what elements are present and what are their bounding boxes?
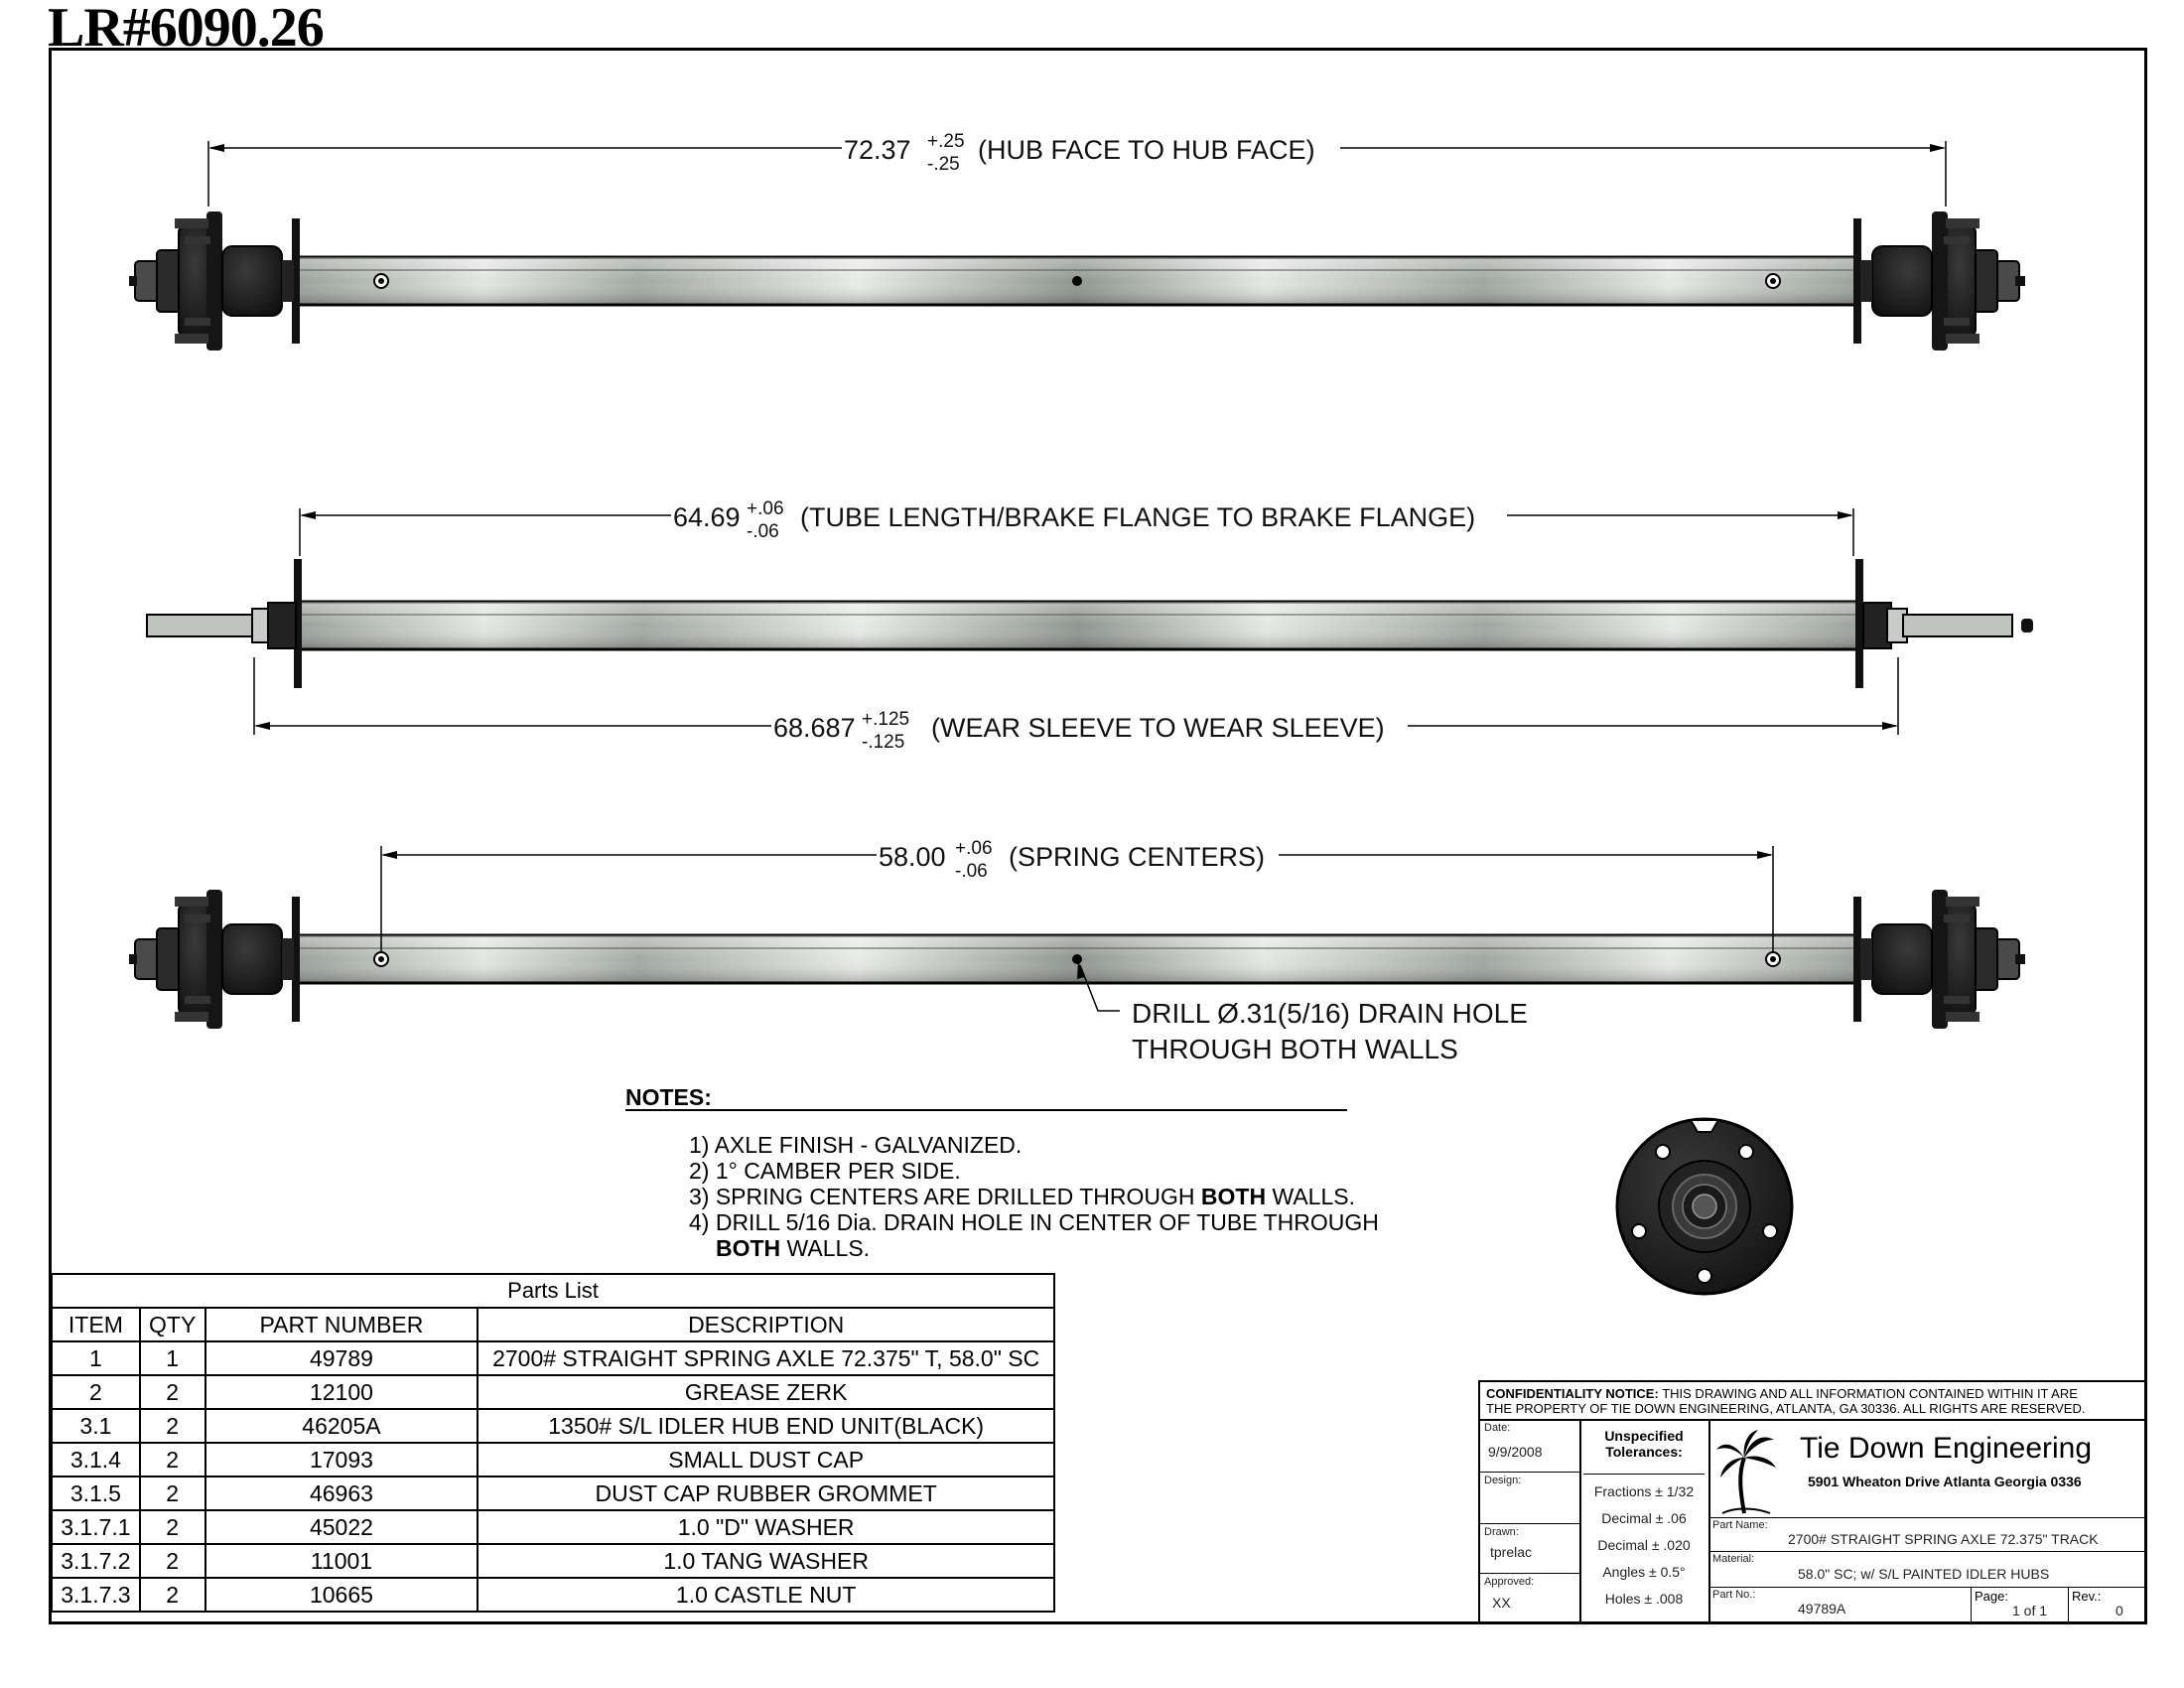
cell-qty: 2 xyxy=(140,1544,205,1578)
tol-angles: Angles ± 0.5° xyxy=(1602,1564,1686,1580)
cell-desc: 1.0 CASTLE NUT xyxy=(478,1578,1054,1612)
cell-desc: GREASE ZERK xyxy=(478,1375,1054,1409)
page-label: Page: xyxy=(1975,1589,2008,1604)
hub-face-label: (HUB FACE TO HUB FACE) xyxy=(978,135,1315,165)
material-label: Material: xyxy=(1712,1553,1755,1565)
tol-fractions: Fractions ± 1/32 xyxy=(1593,1483,1695,1499)
tol-decimal-2: Decimal ± .020 xyxy=(1597,1537,1691,1553)
part-no-value: 49789A xyxy=(1798,1601,1846,1617)
drain-hole xyxy=(1072,276,1082,286)
wear-sleeve-value: 68.687 xyxy=(773,713,856,743)
cell-part: 49789 xyxy=(205,1341,478,1375)
header-item: ITEM xyxy=(52,1308,140,1341)
axle-bare-middle xyxy=(147,559,2033,688)
rev-value: 0 xyxy=(2116,1603,2123,1618)
cell-item: 2 xyxy=(52,1375,140,1409)
spring-center-hole-right xyxy=(1766,274,1780,288)
page-value: 1 of 1 xyxy=(2012,1603,2048,1618)
company-address: 5901 Wheaton Drive Atlanta Georgia 0336 xyxy=(1808,1474,2082,1489)
axle-with-hubs-bottom xyxy=(129,890,2025,1029)
wear-sleeve-tol-plus: +.125 xyxy=(862,709,910,730)
cell-qty: 2 xyxy=(140,1443,205,1477)
cell-qty: 2 xyxy=(140,1477,205,1510)
cell-desc: 1.0 "D" WASHER xyxy=(478,1510,1054,1544)
approved-label: Approved: xyxy=(1484,1576,1535,1588)
cell-qty: 1 xyxy=(140,1341,205,1375)
notes-list xyxy=(689,1132,1379,1261)
spring-center-hole-left xyxy=(374,952,388,966)
cell-part: 46963 xyxy=(205,1477,478,1510)
cell-part: 46205A xyxy=(205,1409,478,1443)
rev-label: Rev.: xyxy=(2072,1589,2102,1604)
cell-qty: 2 xyxy=(140,1510,205,1544)
part-no-label: Part No.: xyxy=(1712,1589,1756,1601)
cell-qty: 2 xyxy=(140,1578,205,1612)
palm-tree-logo-icon xyxy=(1714,1428,1778,1515)
note-1: 1) AXLE FINISH - GALVANIZED. xyxy=(689,1132,1023,1158)
header-description: DESCRIPTION xyxy=(478,1308,1054,1341)
table-row xyxy=(52,1510,1054,1544)
notes-rule xyxy=(625,1109,1347,1111)
cell-qty: 2 xyxy=(140,1375,205,1409)
hub-face-tol-minus: -.25 xyxy=(927,154,960,175)
cell-part: 12100 xyxy=(205,1375,478,1409)
cell-item: 3.1.7.1 xyxy=(52,1510,140,1544)
drain-callout-line1: DRILL Ø.31(5/16) DRAIN HOLE xyxy=(1132,998,1528,1029)
cell-part: 11001 xyxy=(205,1544,478,1578)
part-name-value: 2700# STRAIGHT SPRING AXLE 72.375" TRACK xyxy=(1788,1531,2099,1547)
note-2: 2) 1° CAMBER PER SIDE. xyxy=(689,1158,961,1184)
material-value: 58.0" SC; w/ S/L PAINTED IDLER HUBS xyxy=(1798,1566,2050,1582)
tol-holes: Holes ± .008 xyxy=(1604,1591,1684,1607)
drawing-id: LR#6090.26 xyxy=(48,0,324,59)
wear-sleeve-tol-minus: -.125 xyxy=(862,732,905,753)
note-4-continued: BOTH WALLS. xyxy=(716,1235,871,1261)
hub-left-icon xyxy=(135,890,294,1029)
spring-centers-label: (SPRING CENTERS) xyxy=(1009,842,1266,872)
drain-hole xyxy=(1072,954,1082,964)
design-label: Design: xyxy=(1484,1475,1522,1486)
tube-length-tol-minus: -.06 xyxy=(747,521,779,542)
hub-left-icon xyxy=(135,211,294,351)
note-4: 4) DRILL 5/16 Dia. DRAIN HOLE IN CENTER OF TUBE THROUGH xyxy=(689,1209,1379,1235)
notes-title: NOTES: xyxy=(625,1084,712,1110)
table-row xyxy=(52,1409,1054,1443)
table-row xyxy=(52,1578,1054,1612)
cell-item: 1 xyxy=(52,1341,140,1375)
cell-item: 3.1.5 xyxy=(52,1477,140,1510)
dimension-wear-sleeve xyxy=(254,657,1898,753)
tolerances-title: Unspecified Tolerances: xyxy=(1604,1428,1684,1460)
cell-part: 10665 xyxy=(205,1578,478,1612)
table-row xyxy=(52,1375,1054,1409)
drain-callout-line2: THROUGH BOTH WALLS xyxy=(1132,1034,1458,1064)
company-name: Tie Down Engineering xyxy=(1800,1432,2093,1465)
title-block xyxy=(1478,1380,2147,1624)
date-value: 9/9/2008 xyxy=(1488,1444,1543,1460)
spring-centers-tol-plus: +.06 xyxy=(955,838,993,859)
cell-desc: SMALL DUST CAP xyxy=(478,1443,1054,1477)
table-row xyxy=(52,1443,1054,1477)
part-name-label: Part Name: xyxy=(1712,1519,1768,1531)
cell-item: 3.1.4 xyxy=(52,1443,140,1477)
tube-length-value: 64.69 xyxy=(673,502,741,532)
cell-item: 3.1.7.2 xyxy=(52,1544,140,1578)
parts-list-table xyxy=(51,1273,1055,1613)
axle-with-hubs-top xyxy=(129,211,2025,351)
table-row xyxy=(52,1544,1054,1578)
tube-length-label: (TUBE LENGTH/BRAKE FLANGE TO BRAKE FLANGE) xyxy=(800,502,1476,532)
spring-center-hole-right xyxy=(1766,952,1780,966)
header-qty: QTY xyxy=(140,1308,205,1341)
cell-desc: DUST CAP RUBBER GROMMET xyxy=(478,1477,1054,1510)
spring-center-hole-left xyxy=(374,274,388,288)
note-3: 3) SPRING CENTERS ARE DRILLED THROUGH BOTH WALLS. xyxy=(689,1184,1355,1209)
hub-right-icon xyxy=(1860,890,2019,1029)
confidentiality-notice: CONFIDENTIALITY NOTICE: THIS DRAWING AND ALL INFORMATION CONTAINED WITHIN IT ARE THE PROPERTY OF TIE DOWN ENGINEERING, ATLANTA, GA 30336. ALL RIGHTS ARE RESERVED. xyxy=(1486,1386,2086,1416)
hub-right-icon xyxy=(1860,211,2019,351)
cell-desc: 2700# STRAIGHT SPRING AXLE 72.375" T, 58.0" SC xyxy=(478,1341,1054,1375)
hub-end-view-icon xyxy=(1617,1119,1792,1294)
dimension-tube-length xyxy=(300,498,1853,556)
wear-sleeve-label: (WEAR SLEEVE TO WEAR SLEEVE) xyxy=(931,713,1385,743)
cell-item: 3.1.7.3 xyxy=(52,1578,140,1612)
table-row xyxy=(52,1477,1054,1510)
approved-value: XX xyxy=(1492,1595,1511,1611)
dimension-hub-face xyxy=(208,131,1946,207)
tube-length-tol-plus: +.06 xyxy=(747,498,784,519)
spring-centers-tol-minus: -.06 xyxy=(955,861,988,882)
hub-face-value: 72.37 xyxy=(844,135,911,165)
header-part-number: PART NUMBER xyxy=(205,1308,478,1341)
cell-desc: 1350# S/L IDLER HUB END UNIT(BLACK) xyxy=(478,1409,1054,1443)
date-label: Date: xyxy=(1484,1422,1511,1434)
table-row xyxy=(52,1341,1054,1375)
cell-desc: 1.0 TANG WASHER xyxy=(478,1544,1054,1578)
parts-list-title: Parts List xyxy=(51,1273,1055,1307)
tol-decimal-1: Decimal ± .06 xyxy=(1601,1510,1687,1526)
table-header-row xyxy=(52,1308,1054,1341)
drawn-value: tprelac xyxy=(1490,1544,1533,1560)
cell-part: 17093 xyxy=(205,1443,478,1477)
hub-face-tol-plus: +.25 xyxy=(927,131,965,152)
spring-centers-value: 58.00 xyxy=(879,842,946,872)
cell-part: 45022 xyxy=(205,1510,478,1544)
cell-qty: 2 xyxy=(140,1409,205,1443)
cell-item: 3.1 xyxy=(52,1409,140,1443)
drawn-label: Drawn: xyxy=(1484,1526,1519,1538)
